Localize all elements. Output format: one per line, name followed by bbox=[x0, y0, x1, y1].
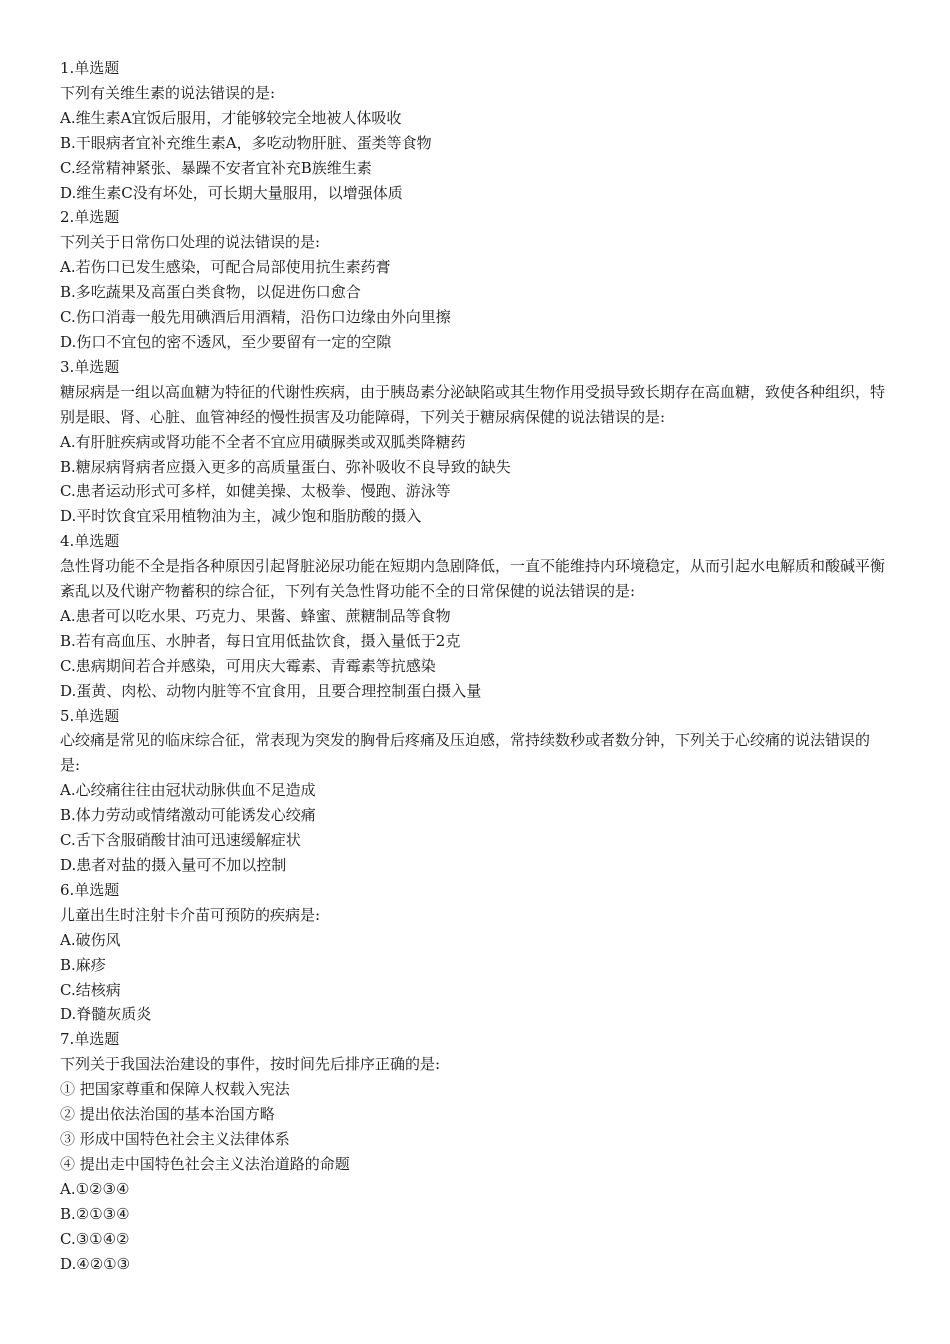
option-d: D.伤口不宜包的密不透风，至少要留有一定的空隙 bbox=[60, 332, 392, 351]
option-a: A.维生素A宜饭后服用，才能够较完全地被人体吸收 bbox=[60, 108, 402, 127]
option-a: A.破伤风 bbox=[60, 930, 121, 949]
question-4 bbox=[60, 529, 890, 703]
question-stem: 下列关于我国法治建设的事件，按时间先后排序正确的是: bbox=[60, 1055, 441, 1074]
option-c: C.患病期间若合并感染，可用庆大霉素、青霉素等抗感染 bbox=[60, 656, 436, 675]
option-c: C.③①④② bbox=[60, 1229, 130, 1248]
question-type: 4.单选题 bbox=[60, 532, 120, 551]
option-a: A.患者可以吃水果、巧克力、果酱、蜂蜜、蔗糖制品等食物 bbox=[60, 606, 451, 625]
question-6 bbox=[60, 878, 890, 1027]
question-stem: 急性肾功能不全是指各种原因引起肾脏泌尿功能在短期内急剧降低，一直不能维持内环境稳定，从而引起水电解质和酸碱平衡紊乱以及代谢产物蓄积的综合征，下列有关急性肾功能不全的日常保健的说法错误的是: bbox=[60, 557, 886, 601]
statement-2: ② 提出依法治国的基本治国方略 bbox=[60, 1105, 275, 1124]
option-c: C.舌下含服硝酸甘油可迅速缓解症状 bbox=[60, 831, 301, 850]
option-c: C.伤口消毒一般先用碘酒后用酒精，沿伤口边缘由外向里擦 bbox=[60, 308, 451, 327]
question-2 bbox=[60, 205, 890, 354]
question-type: 3.单选题 bbox=[60, 357, 120, 376]
option-a: A.①②③④ bbox=[60, 1179, 130, 1198]
option-d: D.蛋黄、肉松、动物内脏等不宜食用，且要合理控制蛋白摄入量 bbox=[60, 681, 482, 700]
statement-4: ④ 提出走中国特色社会主义法治道路的命题 bbox=[60, 1154, 350, 1173]
option-b: B.②①③④ bbox=[60, 1204, 130, 1223]
statement-1: ① 把国家尊重和保障人权载入宪法 bbox=[60, 1080, 290, 1099]
option-d: D.患者对盐的摄入量可不加以控制 bbox=[60, 856, 287, 874]
option-d: D.脊髓灰质炎 bbox=[60, 1005, 152, 1024]
question-type: 2.单选题 bbox=[60, 208, 120, 227]
option-d: D.维生素C没有坏处，可长期大量服用，以增强体质 bbox=[60, 183, 403, 202]
option-b: B.若有高血压、水肿者，每日宜用低盐饮食，摄入量低于2克 bbox=[60, 631, 461, 650]
question-5 bbox=[60, 704, 890, 878]
question-stem: 儿童出生时注射卡介苗可预防的疾病是: bbox=[60, 905, 321, 924]
option-d: D.④②①③ bbox=[60, 1254, 131, 1273]
option-c: C.患者运动形式可多样，如健美操、太极拳、慢跑、游泳等 bbox=[60, 482, 451, 501]
option-c: C.经常精神紧张、暴躁不安者宜补充B族维生素 bbox=[60, 158, 372, 177]
question-stem: 下列有关维生素的说法错误的是: bbox=[60, 83, 276, 102]
question-7 bbox=[60, 1027, 890, 1276]
option-c: C.结核病 bbox=[60, 980, 121, 999]
option-d: D.平时饮食宜采用植物油为主，减少饱和脂肪酸的摄入 bbox=[60, 507, 422, 526]
question-type: 5.单选题 bbox=[60, 706, 120, 725]
question-stem: 下列关于日常伤口处理的说法错误的是: bbox=[60, 233, 321, 252]
question-type: 1.单选题 bbox=[60, 59, 120, 77]
option-b: B.干眼病者宜补充维生素A，多吃动物肝脏、蛋类等食物 bbox=[60, 133, 432, 152]
question-type: 6.单选题 bbox=[60, 880, 120, 899]
option-a: A.心绞痛往往由冠状动脉供血不足造成 bbox=[60, 781, 316, 800]
option-b: B.糖尿病肾病者应摄入更多的高质量蛋白、弥补吸收不良导致的缺失 bbox=[60, 457, 511, 476]
question-stem: 糖尿病是一组以高血糖为特征的代谢性疾病，由于胰岛素分泌缺陷或其生物作用受损导致长期存在高血糖，致使各种组织，特别是眼、肾、心脏、血管神经的慢性损害及功能障碍，下列关于糖尿病保健的说法错误的是: bbox=[60, 382, 886, 426]
option-a: A.有肝脏疾病或肾功能不全者不宜应用磺脲类或双胍类降糖药 bbox=[60, 432, 466, 451]
question-document bbox=[60, 56, 890, 1276]
question-1 bbox=[60, 56, 890, 205]
question-stem: 心绞痛是常见的临床综合征，常表现为突发的胸骨后疼痛及压迫感，常持续数秒或者数分钟，下列关于心绞痛的说法错误的是: bbox=[60, 731, 871, 775]
option-a: A.若伤口已发生感染，可配合局部使用抗生素药膏 bbox=[60, 258, 391, 277]
question-type: 7.单选题 bbox=[60, 1030, 120, 1049]
question-3 bbox=[60, 355, 890, 529]
option-b: B.多吃蔬果及高蛋白类食物，以促进伤口愈合 bbox=[60, 283, 361, 302]
statement-3: ③ 形成中国特色社会主义法律体系 bbox=[60, 1129, 290, 1148]
option-b: B.体力劳动或情绪激动可能诱发心绞痛 bbox=[60, 806, 316, 825]
option-b: B.麻疹 bbox=[60, 955, 106, 974]
